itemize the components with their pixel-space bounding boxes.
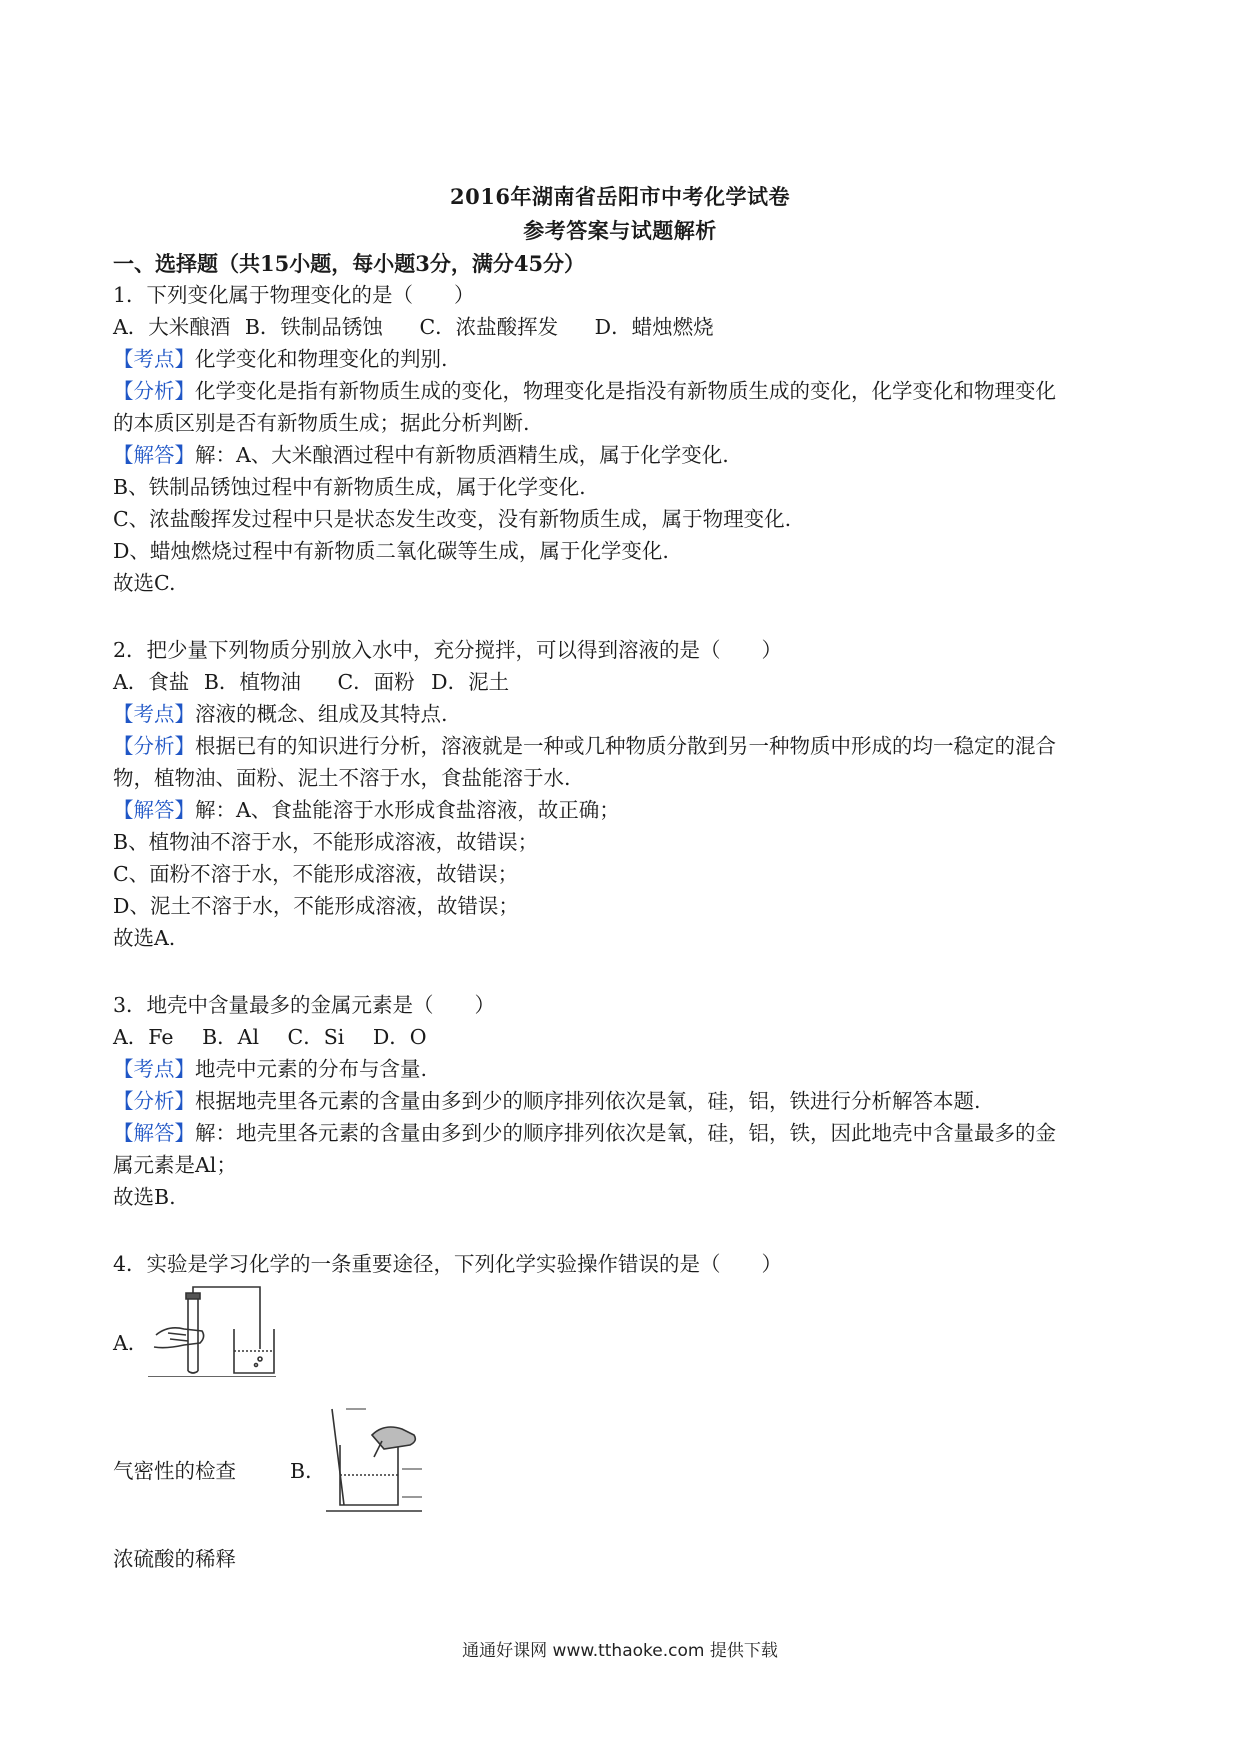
q4-option-b-label: B．	[290, 1459, 326, 1483]
q2-jieda-b: B、植物油不溶于水，不能形成溶液，故错误；	[113, 830, 539, 854]
question-1-options	[113, 312, 714, 342]
fenxi-label: 【分析】	[113, 734, 195, 758]
section-heading: 一、选择题（共15小题，每小题3分，满分45分）	[113, 251, 586, 276]
q2-option-a: A．食盐	[113, 670, 190, 694]
q4-caption-b: 浓硫酸的稀释	[113, 1547, 236, 1571]
q3-kaodian-text: 地壳中元素的分布与含量.	[195, 1057, 428, 1081]
q1-fenxi	[113, 376, 1056, 406]
q2-jieda-c: C、面粉不溶于水，不能形成溶液，故错误；	[113, 862, 519, 886]
q3-kaodian	[113, 1054, 427, 1084]
acid-dilution-figure	[322, 1405, 442, 1513]
page-subtitle: 参考答案与试题解析	[523, 218, 717, 243]
page-title: 2016年湖南省岳阳市中考化学试卷	[450, 184, 790, 209]
q3-option-b: B．Al	[202, 1025, 260, 1049]
q1-jieda	[113, 440, 729, 470]
question-1-stem: 1．下列变化属于物理变化的是（ ）	[113, 283, 475, 307]
q2-option-d: D．泥土	[431, 670, 510, 694]
q3-option-a: A．Fe	[113, 1025, 174, 1049]
q1-kaodian-text: 化学变化和物理变化的判别.	[195, 347, 448, 371]
q1-fenxi-cont: 的本质区别是否有新物质生成；据此分析判断.	[113, 411, 530, 435]
q1-jieda-text: 解：A、大米酿酒过程中有新物质酒精生成，属于化学变化.	[195, 443, 729, 467]
q1-answer: 故选C.	[113, 571, 176, 595]
jieda-label: 【解答】	[113, 1121, 195, 1145]
q3-option-c: C．Si	[287, 1025, 345, 1049]
q1-jieda-d: D、蜡烛燃烧过程中有新物质二氧化碳等生成，属于化学变化.	[113, 539, 669, 563]
q1-fenxi-text: 化学变化是指有新物质生成的变化，物理变化是指没有新物质生成的变化，化学变化和物理变化	[195, 379, 1056, 403]
q2-kaodian	[113, 699, 448, 729]
q3-jieda	[113, 1118, 1056, 1148]
question-3-stem: 3．地壳中含量最多的金属元素是（ ）	[113, 993, 496, 1017]
q2-kaodian-text: 溶液的概念、组成及其特点.	[195, 702, 448, 726]
q2-fenxi	[113, 731, 1056, 761]
airtightness-check-figure	[148, 1285, 276, 1377]
q3-option-d: D．O	[372, 1025, 427, 1049]
q2-answer: 故选A.	[113, 926, 176, 950]
q1-option-a: A．大米酿酒	[113, 315, 231, 339]
question-2-stem: 2．把少量下列物质分别放入水中，充分搅拌，可以得到溶液的是（ ）	[113, 638, 783, 662]
kaodian-label: 【考点】	[113, 347, 195, 371]
question-3-options	[113, 1022, 427, 1052]
jieda-label: 【解答】	[113, 798, 195, 822]
q3-fenxi-text: 根据地壳里各元素的含量由多到少的顺序排列依次是氧，硅，铝，铁进行分析解答本题.	[195, 1089, 981, 1113]
q2-jieda	[113, 795, 620, 825]
q2-option-b: B．植物油	[203, 670, 301, 694]
q2-jieda-d: D、泥土不溶于水，不能形成溶液，故错误；	[113, 894, 519, 918]
kaodian-label: 【考点】	[113, 702, 195, 726]
fenxi-label: 【分析】	[113, 1089, 195, 1113]
jieda-label: 【解答】	[113, 443, 195, 467]
q1-jieda-b: B、铁制品锈蚀过程中有新物质生成，属于化学变化.	[113, 475, 586, 499]
q2-fenxi-text: 根据已有的知识进行分析，溶液就是一种或几种物质分散到另一种物质中形成的均一稳定的混合	[195, 734, 1056, 758]
q3-jieda-cont: 属元素是Al；	[113, 1153, 237, 1177]
q3-fenxi	[113, 1086, 981, 1116]
question-2-options	[113, 667, 509, 697]
page-footer: 通通好课网 www.tthaoke.com 提供下载	[462, 1641, 778, 1661]
q1-option-d: D．蜡烛燃烧	[594, 315, 714, 339]
q2-option-c: C．面粉	[337, 670, 415, 694]
q1-option-c: C．浓盐酸挥发	[419, 315, 559, 339]
question-4-stem: 4．实验是学习化学的一条重要途径，下列化学实验操作错误的是（ ）	[113, 1252, 783, 1276]
kaodian-label: 【考点】	[113, 1057, 195, 1081]
q2-jieda-text: 解：A、食盐能溶于水形成食盐溶液，故正确；	[195, 798, 620, 822]
q1-option-b: B．铁制品锈蚀	[244, 315, 383, 339]
fenxi-label: 【分析】	[113, 379, 195, 403]
q3-jieda-text: 解：地壳里各元素的含量由多到少的顺序排列依次是氧，硅，铝，铁，因此地壳中含量最多的金	[195, 1121, 1056, 1145]
q4-caption-a: 气密性的检查	[113, 1459, 236, 1483]
q3-answer: 故选B.	[113, 1185, 176, 1209]
q1-kaodian	[113, 344, 448, 374]
q4-option-a-label: A．	[113, 1331, 149, 1355]
q1-jieda-c: C、浓盐酸挥发过程中只是状态发生改变，没有新物质生成，属于物理变化.	[113, 507, 792, 531]
q2-fenxi-cont: 物，植物油、面粉、泥土不溶于水，食盐能溶于水.	[113, 766, 571, 790]
